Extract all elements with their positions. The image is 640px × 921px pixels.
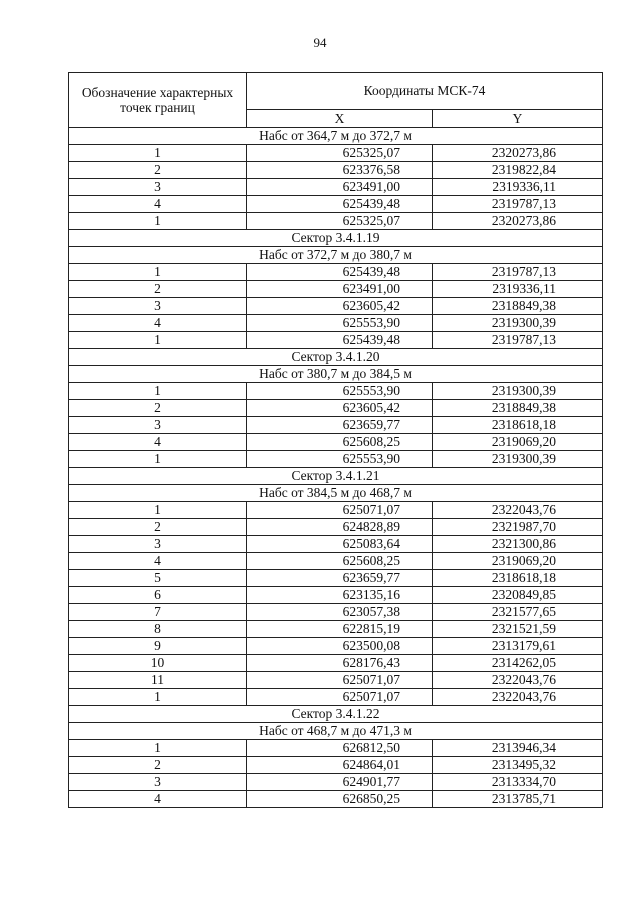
point-cell: 6 bbox=[69, 587, 247, 604]
table-row bbox=[69, 689, 603, 706]
table-row bbox=[69, 298, 603, 315]
section-row bbox=[69, 247, 603, 264]
y-coordinate-cell: 2319787,13 bbox=[433, 196, 603, 213]
y-coordinate-cell: 2322043,76 bbox=[433, 502, 603, 519]
table-row bbox=[69, 655, 603, 672]
table-row bbox=[69, 604, 603, 621]
coordinates-header: Координаты МСК-74 bbox=[247, 73, 603, 110]
table-row bbox=[69, 434, 603, 451]
x-coordinate-cell: 625553,90 bbox=[247, 451, 433, 468]
point-cell: 4 bbox=[69, 315, 247, 332]
table-row bbox=[69, 536, 603, 553]
x-coordinate-cell: 625553,90 bbox=[247, 315, 433, 332]
table-row bbox=[69, 757, 603, 774]
table-header bbox=[69, 73, 603, 128]
y-coordinate-cell: 2318618,18 bbox=[433, 417, 603, 434]
table-row bbox=[69, 315, 603, 332]
point-cell: 1 bbox=[69, 383, 247, 400]
section-label: Набс от 468,7 м до 471,3 м bbox=[69, 723, 603, 740]
table-row bbox=[69, 451, 603, 468]
y-coordinate-cell: 2322043,76 bbox=[433, 689, 603, 706]
x-coordinate-cell: 625608,25 bbox=[247, 553, 433, 570]
y-coordinate-cell: 2319787,13 bbox=[433, 264, 603, 281]
point-cell: 3 bbox=[69, 179, 247, 196]
section-label: Сектор 3.4.1.19 bbox=[69, 230, 603, 247]
point-cell: 7 bbox=[69, 604, 247, 621]
y-coordinate-cell: 2321300,86 bbox=[433, 536, 603, 553]
point-cell: 1 bbox=[69, 145, 247, 162]
x-coordinate-cell: 625325,07 bbox=[247, 145, 433, 162]
section-row bbox=[69, 128, 603, 145]
table-row bbox=[69, 774, 603, 791]
point-cell: 2 bbox=[69, 757, 247, 774]
y-coordinate-cell: 2319300,39 bbox=[433, 451, 603, 468]
x-coordinate-cell: 625439,48 bbox=[247, 332, 433, 349]
point-cell: 5 bbox=[69, 570, 247, 587]
x-coordinate-cell: 628176,43 bbox=[247, 655, 433, 672]
point-cell: 3 bbox=[69, 536, 247, 553]
x-coordinate-cell: 623376,58 bbox=[247, 162, 433, 179]
x-coordinate-cell: 623135,16 bbox=[247, 587, 433, 604]
table-row bbox=[69, 791, 603, 808]
x-coordinate-cell: 626850,25 bbox=[247, 791, 433, 808]
y-coordinate-cell: 2321521,59 bbox=[433, 621, 603, 638]
table-row bbox=[69, 145, 603, 162]
table-row bbox=[69, 162, 603, 179]
y-coordinate-cell: 2319300,39 bbox=[433, 315, 603, 332]
x-coordinate-cell: 623605,42 bbox=[247, 298, 433, 315]
point-cell: 8 bbox=[69, 621, 247, 638]
x-coordinate-cell: 625553,90 bbox=[247, 383, 433, 400]
table-row bbox=[69, 281, 603, 298]
section-row bbox=[69, 366, 603, 383]
point-column-header: Обозначение характерных точек границ bbox=[69, 73, 247, 128]
point-cell: 3 bbox=[69, 417, 247, 434]
point-cell: 1 bbox=[69, 740, 247, 757]
x-coordinate-cell: 625608,25 bbox=[247, 434, 433, 451]
table-row bbox=[69, 638, 603, 655]
x-coordinate-cell: 623659,77 bbox=[247, 417, 433, 434]
point-cell: 3 bbox=[69, 298, 247, 315]
y-coordinate-cell: 2320273,86 bbox=[433, 145, 603, 162]
y-coordinate-cell: 2320849,85 bbox=[433, 587, 603, 604]
x-coordinate-cell: 625439,48 bbox=[247, 264, 433, 281]
point-cell: 2 bbox=[69, 162, 247, 179]
section-label: Набс от 384,5 м до 468,7 м bbox=[69, 485, 603, 502]
x-coordinate-cell: 625439,48 bbox=[247, 196, 433, 213]
section-row bbox=[69, 230, 603, 247]
x-coordinate-cell: 625325,07 bbox=[247, 213, 433, 230]
table-row bbox=[69, 587, 603, 604]
x-coordinate-cell: 626812,50 bbox=[247, 740, 433, 757]
table-body bbox=[69, 128, 603, 808]
section-label: Набс от 364,7 м до 372,7 м bbox=[69, 128, 603, 145]
point-cell: 1 bbox=[69, 332, 247, 349]
table-row bbox=[69, 213, 603, 230]
y-coordinate-cell: 2319787,13 bbox=[433, 332, 603, 349]
y-coordinate-cell: 2319822,84 bbox=[433, 162, 603, 179]
x-coordinate-cell: 623491,00 bbox=[247, 281, 433, 298]
coordinates-table bbox=[68, 72, 603, 808]
y-coordinate-cell: 2319069,20 bbox=[433, 553, 603, 570]
y-coordinate-cell: 2319336,11 bbox=[433, 179, 603, 196]
x-coordinate-cell: 623659,77 bbox=[247, 570, 433, 587]
table-row bbox=[69, 332, 603, 349]
table-row bbox=[69, 196, 603, 213]
section-label: Сектор 3.4.1.21 bbox=[69, 468, 603, 485]
point-cell: 3 bbox=[69, 774, 247, 791]
table-row bbox=[69, 570, 603, 587]
point-cell: 9 bbox=[69, 638, 247, 655]
table-row bbox=[69, 179, 603, 196]
point-cell: 4 bbox=[69, 434, 247, 451]
y-coordinate-cell: 2318849,38 bbox=[433, 298, 603, 315]
point-cell: 1 bbox=[69, 502, 247, 519]
x-coordinate-cell: 623605,42 bbox=[247, 400, 433, 417]
point-cell: 2 bbox=[69, 400, 247, 417]
y-coordinate-cell: 2321577,65 bbox=[433, 604, 603, 621]
y-coordinate-cell: 2319336,11 bbox=[433, 281, 603, 298]
section-row bbox=[69, 723, 603, 740]
section-label: Сектор 3.4.1.22 bbox=[69, 706, 603, 723]
point-cell: 2 bbox=[69, 281, 247, 298]
point-cell: 1 bbox=[69, 213, 247, 230]
table-row bbox=[69, 519, 603, 536]
y-column-header: Y bbox=[433, 110, 603, 128]
y-coordinate-cell: 2313785,71 bbox=[433, 791, 603, 808]
point-cell: 1 bbox=[69, 689, 247, 706]
x-coordinate-cell: 625071,07 bbox=[247, 672, 433, 689]
y-coordinate-cell: 2322043,76 bbox=[433, 672, 603, 689]
point-cell: 4 bbox=[69, 196, 247, 213]
table-row bbox=[69, 672, 603, 689]
point-cell: 2 bbox=[69, 519, 247, 536]
section-label: Набс от 380,7 м до 384,5 м bbox=[69, 366, 603, 383]
point-cell: 11 bbox=[69, 672, 247, 689]
point-cell: 1 bbox=[69, 451, 247, 468]
x-coordinate-cell: 622815,19 bbox=[247, 621, 433, 638]
x-coordinate-cell: 625071,07 bbox=[247, 502, 433, 519]
y-coordinate-cell: 2314262,05 bbox=[433, 655, 603, 672]
table-row bbox=[69, 264, 603, 281]
table-row bbox=[69, 400, 603, 417]
section-row bbox=[69, 349, 603, 366]
y-coordinate-cell: 2319069,20 bbox=[433, 434, 603, 451]
section-label: Набс от 372,7 м до 380,7 м bbox=[69, 247, 603, 264]
y-coordinate-cell: 2321987,70 bbox=[433, 519, 603, 536]
x-coordinate-cell: 625071,07 bbox=[247, 689, 433, 706]
section-row bbox=[69, 468, 603, 485]
x-coordinate-cell: 623491,00 bbox=[247, 179, 433, 196]
y-coordinate-cell: 2313946,34 bbox=[433, 740, 603, 757]
table-row bbox=[69, 621, 603, 638]
y-coordinate-cell: 2319300,39 bbox=[433, 383, 603, 400]
point-cell: 4 bbox=[69, 791, 247, 808]
y-coordinate-cell: 2318618,18 bbox=[433, 570, 603, 587]
section-row bbox=[69, 485, 603, 502]
x-coordinate-cell: 624828,89 bbox=[247, 519, 433, 536]
table-row bbox=[69, 417, 603, 434]
page-number: 94 bbox=[313, 35, 327, 50]
section-label: Сектор 3.4.1.20 bbox=[69, 349, 603, 366]
x-coordinate-cell: 624901,77 bbox=[247, 774, 433, 791]
table-row bbox=[69, 553, 603, 570]
x-coordinate-cell: 623057,38 bbox=[247, 604, 433, 621]
table-row bbox=[69, 740, 603, 757]
y-coordinate-cell: 2318849,38 bbox=[433, 400, 603, 417]
point-cell: 10 bbox=[69, 655, 247, 672]
section-row bbox=[69, 706, 603, 723]
y-coordinate-cell: 2313334,70 bbox=[433, 774, 603, 791]
x-coordinate-cell: 623500,08 bbox=[247, 638, 433, 655]
point-cell: 1 bbox=[69, 264, 247, 281]
y-coordinate-cell: 2320273,86 bbox=[433, 213, 603, 230]
y-coordinate-cell: 2313495,32 bbox=[433, 757, 603, 774]
x-coordinate-cell: 624864,01 bbox=[247, 757, 433, 774]
x-column-header: X bbox=[247, 110, 433, 128]
y-coordinate-cell: 2313179,61 bbox=[433, 638, 603, 655]
table-row bbox=[69, 502, 603, 519]
table-row bbox=[69, 383, 603, 400]
point-cell: 4 bbox=[69, 553, 247, 570]
x-coordinate-cell: 625083,64 bbox=[247, 536, 433, 553]
